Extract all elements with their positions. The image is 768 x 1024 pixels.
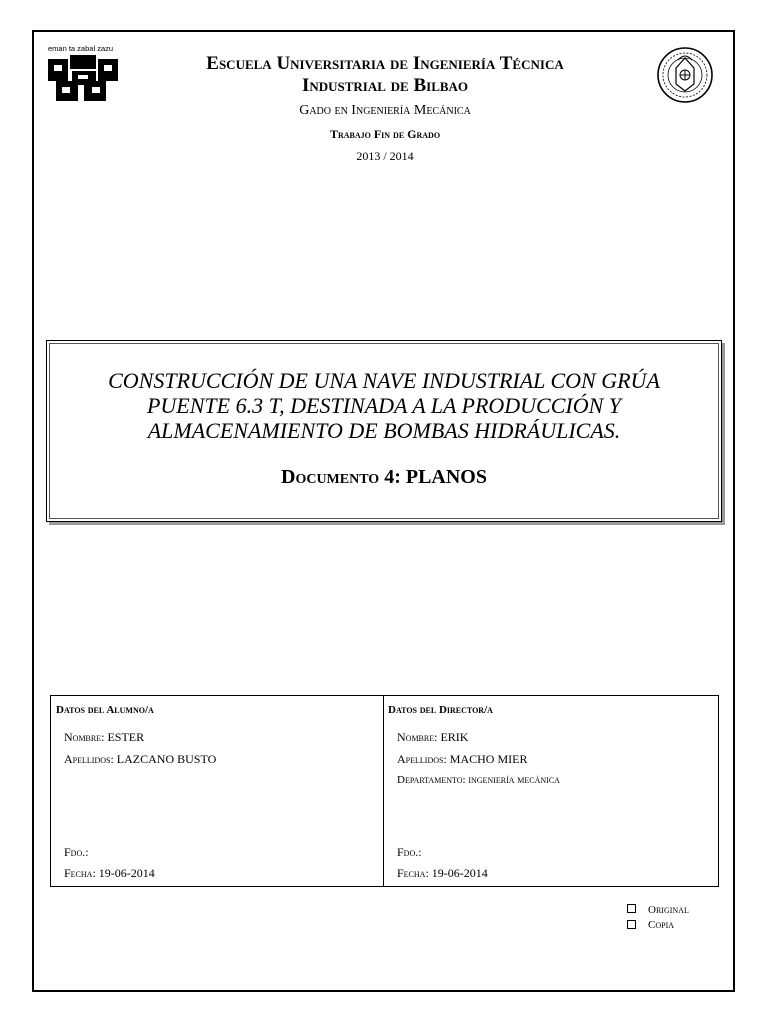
school-name <box>140 53 630 97</box>
student-surname: LAZCANO BUSTO <box>116 752 217 766</box>
school-seal-icon <box>656 46 714 104</box>
student-surname-row <box>64 752 216 767</box>
work-type: Trabajo Fin de Grado <box>329 127 441 141</box>
director-name-label: Nombre: <box>397 730 438 744</box>
student-name-label: Nombre: <box>64 730 105 744</box>
project-title <box>77 368 691 443</box>
academic-year: 2013 / 2014 <box>356 149 414 163</box>
original-checkbox[interactable] <box>627 904 636 913</box>
director-surname-row <box>397 752 527 767</box>
copy-checkbox[interactable] <box>627 920 636 929</box>
copy-label: Copia <box>648 919 675 931</box>
director-name: ERIK <box>440 730 469 744</box>
school-name-line2: Industrial de Bilbao <box>301 75 469 96</box>
project-title-line3: ALMACENAMIENTO DE BOMBAS HIDRÁULICAS. <box>147 418 621 443</box>
director-signature-label: Fdo.: <box>397 845 422 859</box>
document-name: PLANOS <box>405 466 487 488</box>
director-department-label: Departamento: <box>397 774 466 786</box>
student-name-row <box>64 730 144 745</box>
student-name: ESTER <box>107 730 145 744</box>
director-date-row <box>397 866 488 881</box>
director-department-row <box>397 774 560 786</box>
director-date: 19-06-2014 <box>431 866 488 880</box>
university-logo-icon <box>48 55 120 105</box>
student-date-label: Fecha: <box>64 866 96 880</box>
document-title <box>47 466 721 489</box>
student-surname-label: Apellidos: <box>64 752 114 766</box>
degree-name: Gado en Ingeniería Mecánica <box>299 103 471 118</box>
logo-motto: eman ta zabal zazu <box>48 44 114 53</box>
student-heading: Datos del Alumno/a <box>56 704 154 716</box>
project-title-box <box>46 340 722 522</box>
original-label: Original <box>648 904 689 916</box>
project-title-line1: CONSTRUCCIÓN DE UNA NAVE INDUSTRIAL CON GRÚA <box>108 368 660 393</box>
director-department: ingeniería mecánica <box>468 774 560 786</box>
project-title-line2: PUENTE 6.3 T, DESTINADA A LA PRODUCCIÓN Y <box>146 393 622 418</box>
author-data-table <box>50 695 719 887</box>
student-date-row <box>64 866 155 881</box>
school-name-line1: Escuela Universitaria de Ingeniería Técnica <box>206 53 564 74</box>
table-column-divider <box>383 696 384 886</box>
director-name-row <box>397 730 468 745</box>
director-heading: Datos del Director/a <box>388 704 493 716</box>
director-surname: MACHO MIER <box>449 752 528 766</box>
student-date: 19-06-2014 <box>98 866 155 880</box>
director-date-label: Fecha: <box>397 866 429 880</box>
document-label: Documento 4: <box>281 466 401 488</box>
director-surname-label: Apellidos: <box>397 752 447 766</box>
student-signature-label: Fdo.: <box>64 845 89 859</box>
